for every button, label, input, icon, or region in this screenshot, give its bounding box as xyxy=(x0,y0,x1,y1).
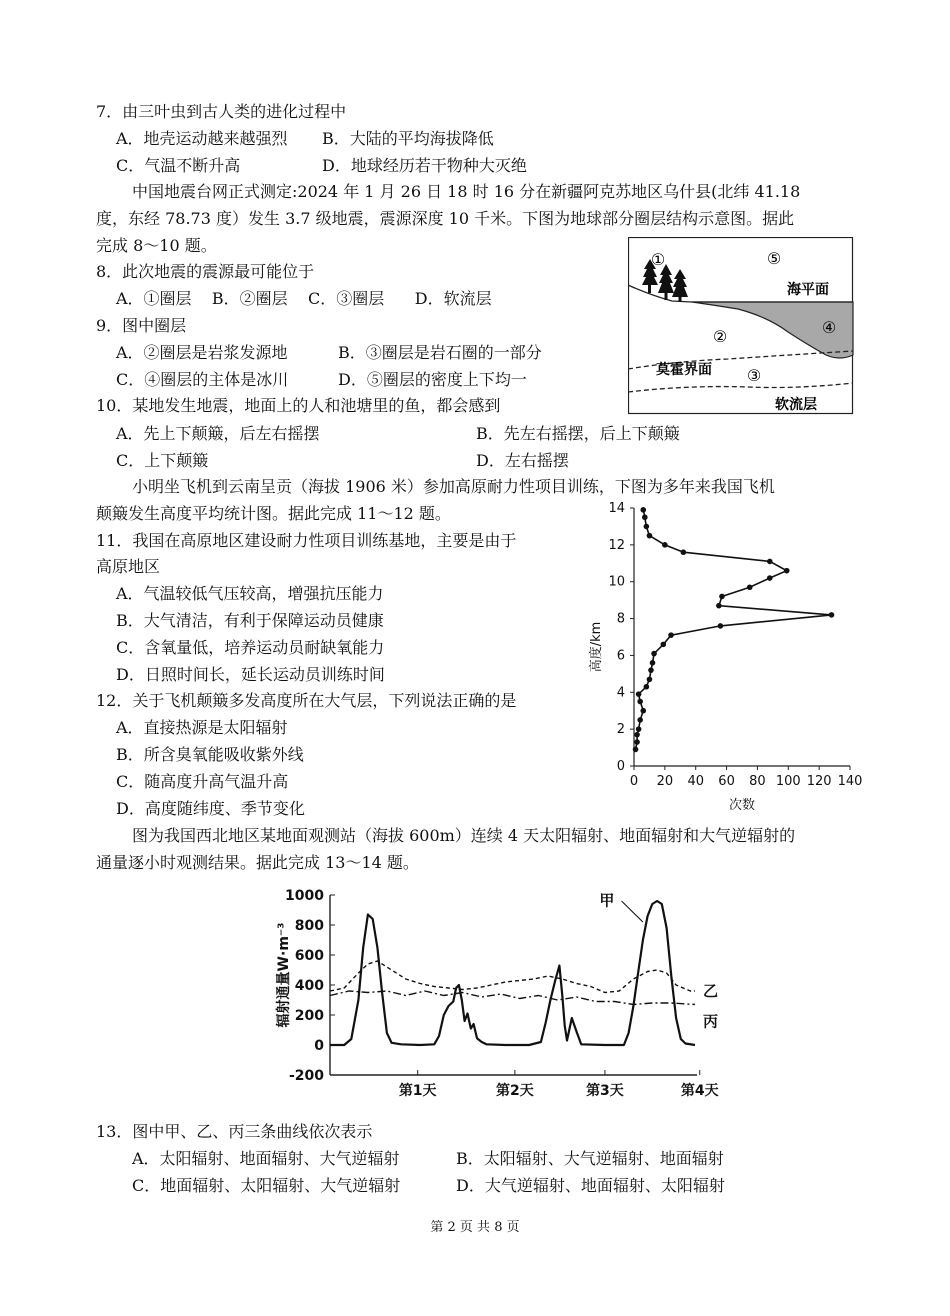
q12-stem: 12．关于飞机颠簸多发高度所在大气层，下列说法正确的是 xyxy=(96,691,517,710)
data-point xyxy=(829,612,835,618)
q9-option-c: C．④圈层的主体是冰川 xyxy=(116,370,289,389)
y-tick-label: 10 xyxy=(608,574,625,590)
x-tick-label: 120 xyxy=(806,774,832,789)
series-label: 丙 xyxy=(703,1012,719,1031)
y-axis-title: 高度/km xyxy=(589,621,604,673)
x-tick-label: 100 xyxy=(775,774,801,789)
series-label: 甲 xyxy=(599,891,615,910)
x-category-label: 第4天 xyxy=(680,1083,719,1099)
q7-option-c: C．气温不断升高 xyxy=(116,156,241,175)
series-line-1 xyxy=(330,901,695,1045)
y-tick-label: 6 xyxy=(616,648,625,664)
asthenosphere-label: 软流层 xyxy=(775,397,817,413)
q12-option-c: C．随高度升高气温升高 xyxy=(116,772,289,791)
x-category-label: 第1天 xyxy=(398,1083,437,1099)
passage2-line2: 颠簸发生高度平均统计图。据此完成 11～12 题。 xyxy=(96,504,451,523)
q13-stem: 13．图中甲、乙、丙三条曲线依次表示 xyxy=(96,1122,373,1141)
data-point xyxy=(637,699,643,705)
data-point xyxy=(681,549,687,555)
q12-option-b: B．所含臭氧能吸收紫外线 xyxy=(116,745,304,764)
q10-option-c: C．上下颠簸 xyxy=(116,451,209,470)
x-category-label: 第3天 xyxy=(586,1083,624,1099)
label-1: ① xyxy=(650,250,666,269)
data-point xyxy=(767,575,773,581)
x-tick-label: 0 xyxy=(629,774,639,789)
y-tick-label: 2 xyxy=(616,722,625,738)
y-axis-title: 辐射通量W·m⁻³ xyxy=(276,922,292,1028)
passage2-line1: 小明坐飞机到云南呈贡（海拔 1906 米）参加高原耐力性项目训练，下图为多年来我国飞机 xyxy=(132,477,775,496)
passage1-line1: 中国地震台网正式测定:2024 年 1 月 26 日 18 时 16 分在新疆阿克苏地区乌什县(北纬 41.18 xyxy=(132,182,801,201)
q9-option-d: D．⑤圈层的密度上下均一 xyxy=(338,370,527,389)
data-point xyxy=(640,708,646,714)
q11-option-d: D．日照时间长，延长运动员训练时间 xyxy=(116,665,385,684)
data-point xyxy=(662,542,668,548)
y-tick-label: 0 xyxy=(616,759,625,774)
q13-option-a: A．太阳辐射、地面辐射、大气逆辐射 xyxy=(132,1149,400,1168)
q12-option-a: A．直接热源是太阳辐射 xyxy=(116,718,288,737)
data-point xyxy=(633,747,639,753)
q9-option-b: B．③圈层是岩石圈的一部分 xyxy=(338,343,542,362)
q11-stem-line1: 11．我国在高原地区建设耐力性项目训练基地，主要是由于 xyxy=(96,531,517,550)
y-tick-label: 0 xyxy=(314,1038,324,1054)
turbulence-altitude-chart xyxy=(582,496,872,816)
q7-option-a: A．地壳运动越来越强烈 xyxy=(116,129,288,148)
q8-stem: 8．此次地震的震源最可能位于 xyxy=(96,262,315,281)
series-label: 乙 xyxy=(703,982,719,1000)
data-point xyxy=(661,642,667,648)
y-tick-label: -200 xyxy=(288,1068,324,1084)
series-label-leader xyxy=(622,901,643,922)
q7-option-b: B．大陆的平均海拔降低 xyxy=(322,129,494,148)
data-point xyxy=(718,623,724,629)
x-tick-label: 80 xyxy=(749,774,766,789)
y-tick-label: 200 xyxy=(294,1008,324,1024)
q11-option-c: C．含氧量低，培养运动员耐缺氧能力 xyxy=(116,638,385,657)
q9-stem: 9．图中圈层 xyxy=(96,316,187,335)
y-tick-label: 8 xyxy=(616,611,625,627)
data-point xyxy=(767,559,773,565)
data-point xyxy=(650,660,656,666)
q11-option-b: B．大气清洁，有利于保障运动员健康 xyxy=(116,611,384,630)
data-point xyxy=(648,667,654,673)
y-tick-label: 600 xyxy=(294,948,324,964)
label-3: ③ xyxy=(746,366,762,385)
data-point xyxy=(640,507,646,513)
label-4: ④ xyxy=(821,318,837,337)
y-tick-label: 4 xyxy=(616,685,625,701)
y-tick-label: 12 xyxy=(608,537,625,553)
data-point xyxy=(651,651,657,657)
q8-options: A．①圈层 B．②圈层 C．③圈层 D．软流层 xyxy=(116,289,492,308)
q7-option-d: D．地球经历若干物种大灭绝 xyxy=(322,156,527,175)
passage1-line2: 度，东经 78.73 度）发生 3.7 级地震，震源深度 10 千米。下图为地球部分圈层结构示意图。据此 xyxy=(96,209,795,228)
q11-option-a: A．气温较低气压较高，增强抗压能力 xyxy=(116,584,384,603)
x-tick-label: 40 xyxy=(687,774,704,789)
y-tick-label: 1000 xyxy=(285,888,324,904)
y-tick-label: 800 xyxy=(294,918,324,934)
data-point xyxy=(647,677,653,683)
data-point xyxy=(642,514,648,520)
data-point xyxy=(636,726,642,732)
data-point xyxy=(747,584,753,590)
data-point xyxy=(634,739,640,745)
q12-option-d: D．高度随纬度、季节变化 xyxy=(116,799,305,818)
q10-option-b: B．先左右摇摆，后上下颠簸 xyxy=(476,424,680,443)
q13-option-c: C．地面辐射、太阳辐射、大气逆辐射 xyxy=(132,1176,401,1195)
q13-option-d: D．大气逆辐射、地面辐射、太阳辐射 xyxy=(456,1176,725,1195)
data-point xyxy=(716,603,722,609)
q10-option-d: D．左右摇摆 xyxy=(476,451,569,470)
data-point xyxy=(644,684,650,690)
data-point xyxy=(636,691,642,697)
data-point xyxy=(644,524,650,530)
x-axis-title: 次数 xyxy=(728,798,756,813)
y-tick-label: 14 xyxy=(608,501,625,516)
label-2: ② xyxy=(712,327,728,346)
passage3-line1: 图为我国西北地区某地面观测站（海拔 600m）连续 4 天太阳辐射、地面辐射和大气逆辐射的 xyxy=(132,826,796,845)
q7-stem: 7．由三叶虫到古人类的进化过程中 xyxy=(96,102,347,121)
x-tick-label: 140 xyxy=(837,774,863,789)
q10-stem: 10．某地发生地震，地面上的人和池塘里的鱼，都会感到 xyxy=(96,396,501,415)
x-category-label: 第2天 xyxy=(496,1083,534,1099)
data-point xyxy=(637,717,643,723)
data-point xyxy=(647,533,653,539)
q11-stem-line2: 高原地区 xyxy=(96,557,161,576)
q9-option-a: A．②圈层是岩浆发源地 xyxy=(116,343,288,362)
data-point xyxy=(784,568,790,574)
passage3-line2: 通量逐小时观测结果。据此完成 13～14 题。 xyxy=(96,853,419,872)
data-point xyxy=(668,632,674,638)
q10-option-a: A．先上下颠簸，后左右摇摆 xyxy=(116,424,320,443)
label-5: ⑤ xyxy=(766,249,782,268)
data-point xyxy=(634,732,640,738)
passage1-line3: 完成 8～10 题。 xyxy=(96,236,217,255)
x-tick-label: 20 xyxy=(656,774,674,789)
page-footer: 第 2 页 共 8 页 xyxy=(430,1220,520,1235)
x-tick-label: 60 xyxy=(718,774,735,789)
data-point xyxy=(719,594,725,600)
radiation-flux-chart xyxy=(272,880,732,1110)
series-line-3 xyxy=(330,991,695,1005)
q13-option-b: B．太阳辐射、大气逆辐射、地面辐射 xyxy=(456,1149,724,1168)
moho-label: 莫霍界面 xyxy=(656,362,712,378)
earth-sphere-diagram xyxy=(628,237,854,417)
sea-level-label: 海平面 xyxy=(787,282,829,298)
y-tick-label: 400 xyxy=(294,978,324,994)
